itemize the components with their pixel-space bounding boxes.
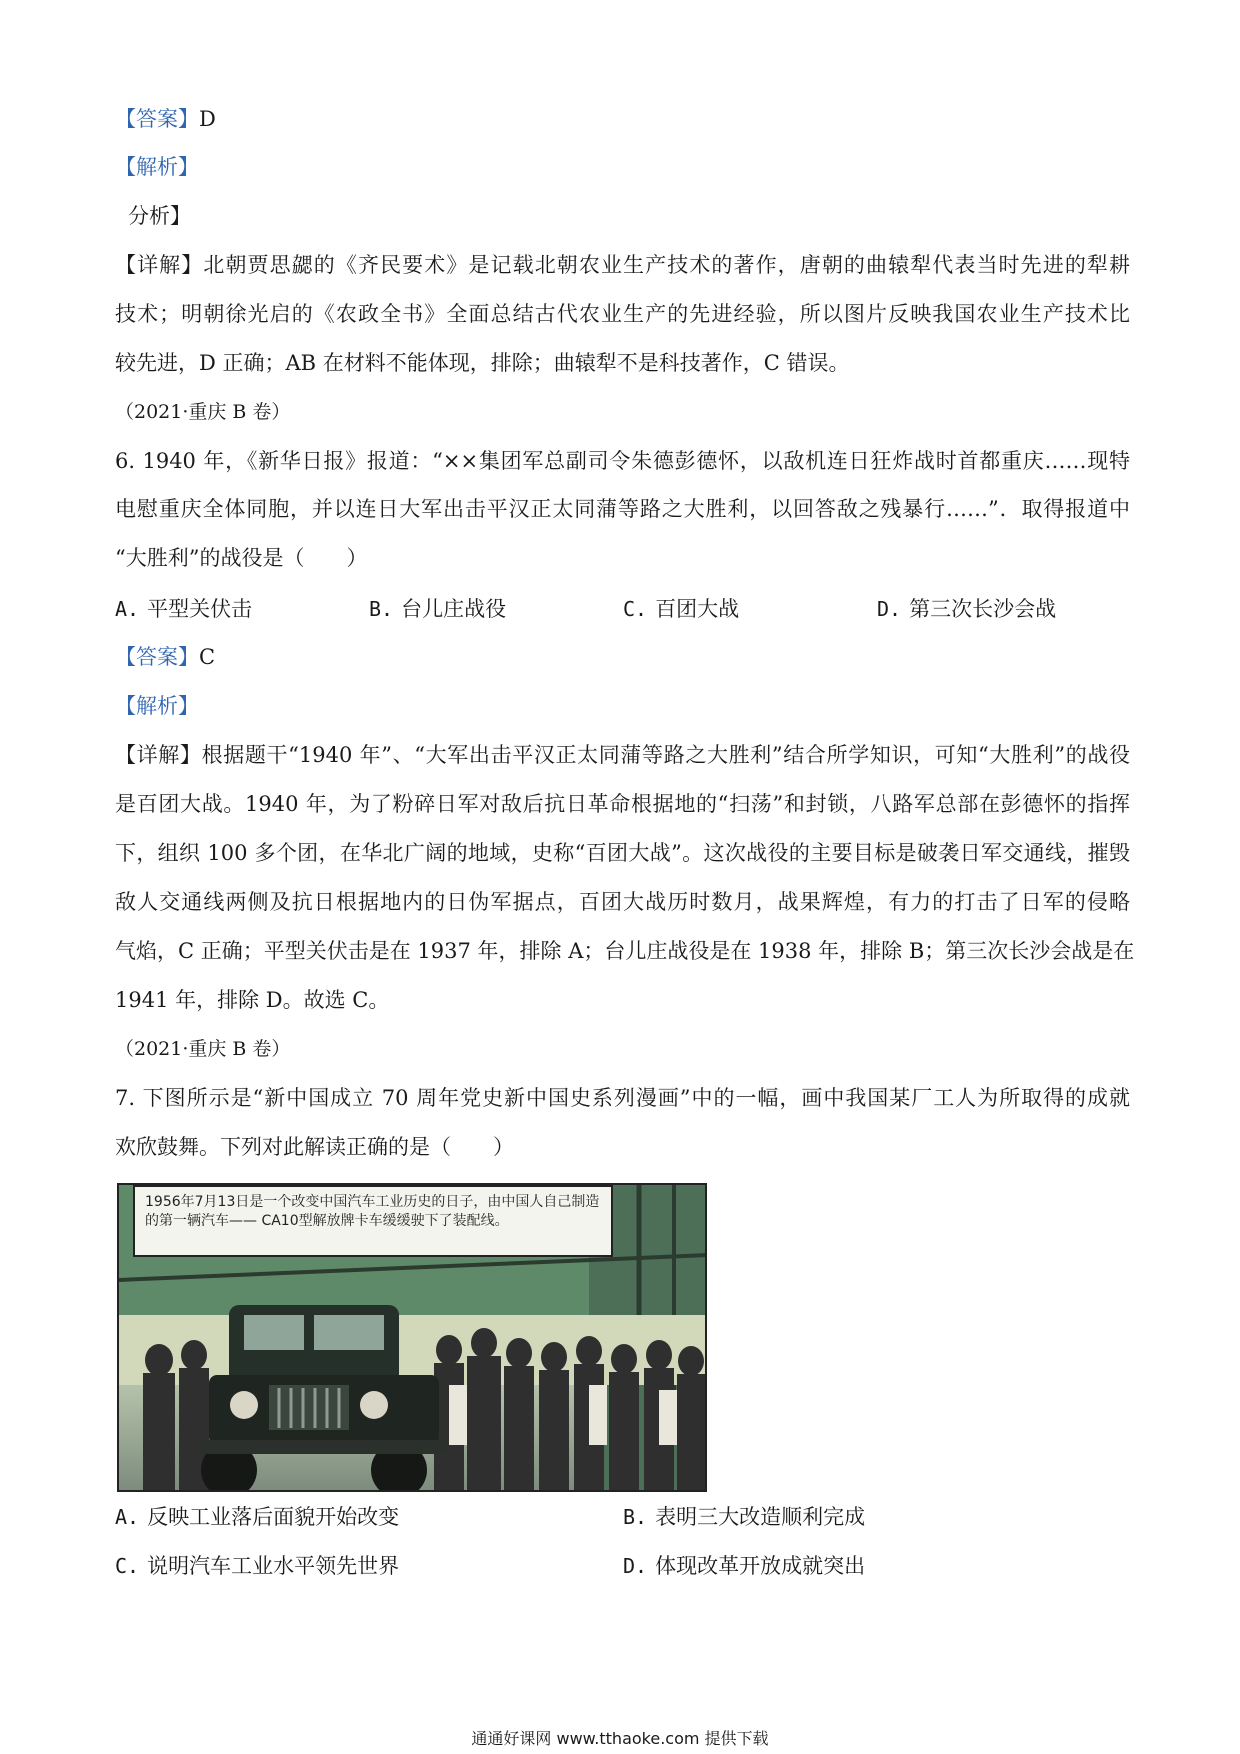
- q6-stem-line-2: 电慰重庆全体同胞，并以连日大军出击平汉正太同蒲等路之大胜利，以回答敌之残暴行……”．取得报道中: [115, 497, 1130, 521]
- option-letter: D.: [623, 1554, 648, 1578]
- q6-stem-line-1: 6. 1940 年，《新华日报》报道：“××集团军总副司令朱德彭德怀，以敌机连日狂炸战时首都重庆……现特: [115, 449, 1130, 473]
- option-text: 百团大战: [655, 597, 740, 621]
- q7-option-a[interactable]: [115, 1502, 399, 1532]
- option-letter: B.: [623, 1505, 648, 1529]
- q6-detail-line-2: 是百团大战。1940 年，为了粉碎日军对敌后抗日革命根据地的“扫荡”和封锁，八路军总部在彭德怀的指挥: [115, 792, 1130, 816]
- q5-answer-line: [115, 104, 1130, 134]
- q6-detail-line-6: 1941 年，排除 D。故选 C。: [115, 988, 390, 1012]
- q7-option-d[interactable]: [623, 1551, 865, 1581]
- option-letter: A.: [115, 597, 140, 621]
- comic-illustration: [117, 1183, 707, 1492]
- option-letter: C.: [115, 1554, 140, 1578]
- option-text: 反映工业落后面貌开始改变: [147, 1505, 400, 1529]
- detail-tag: 【详解】: [115, 253, 204, 277]
- q6-stem-line-3: “大胜利”的战役是（ ）: [115, 546, 368, 570]
- page-footer: 通通好课网 www.tthaoke.com 提供下载: [471, 1729, 769, 1748]
- q5-detail-line-3: 较先进，D 正确；AB 在材料不能体现，排除；曲辕犁不是科技著作，C 错误。: [115, 351, 850, 375]
- option-letter: B.: [369, 597, 394, 621]
- analysis-tag: 【解析】: [115, 155, 199, 179]
- option-text: 表明三大改造顺利完成: [655, 1505, 866, 1529]
- answer-tag: 【答案】: [115, 107, 199, 131]
- answer-value: C: [199, 645, 216, 669]
- answer-value: D: [199, 107, 216, 131]
- answer-tag: 【答案】: [115, 645, 199, 669]
- q7-stem-line-2: 欢欣鼓舞。下列对此解读正确的是（ ）: [115, 1135, 514, 1159]
- detail-text: 北朝贾思勰的《齐民要术》是记载北朝农业生产技术的著作，唐朝的曲辕犁代表当时先进的犁耕: [203, 253, 1130, 277]
- option-text: 台儿庄战役: [401, 597, 507, 621]
- comic-caption: 1956年7月13日是一个改变中国汽车工业历史的日子，由中国人自己制造的第一辆汽车—— CA10型解放牌卡车缓缓驶下了装配线。: [133, 1185, 613, 1257]
- q7-source: （2021·重庆 B 卷）: [115, 1038, 291, 1060]
- analysis-sub-text: 分析】: [128, 204, 191, 228]
- option-letter: A.: [115, 1505, 140, 1529]
- q6-option-b[interactable]: [369, 594, 506, 624]
- option-text: 体现改革开放成就突出: [655, 1554, 866, 1578]
- q5-analysis-tag-line: [115, 152, 1130, 182]
- option-letter: D.: [877, 597, 902, 621]
- option-text: 说明汽车工业水平领先世界: [147, 1554, 400, 1578]
- q6-detail-line-1: [115, 740, 1130, 770]
- detail-tag: 【详解】: [115, 743, 202, 767]
- q5-analysis-sub: [128, 201, 1143, 231]
- q7-option-b[interactable]: [623, 1502, 865, 1532]
- option-text: 平型关伏击: [147, 597, 253, 621]
- q6-analysis-tag-line: [115, 691, 1130, 721]
- detail-text: 根据题干“1940 年”、“大军出击平汉正太同蒲等路之大胜利”结合所学知识，可知“大胜利”的战役: [201, 743, 1130, 767]
- q6-detail-line-4: 敌人交通线两侧及抗日根据地内的日伪军据点，百团大战历时数月，战果辉煌，有力的打击了日军的侵略: [115, 890, 1130, 914]
- q6-detail-line-5: 气焰，C 正确；平型关伏击是在 1937 年，排除 A；台儿庄战役是在 1938 年，排除 B；第三次长沙会战是在: [115, 939, 1135, 963]
- q6-option-d[interactable]: [877, 594, 1056, 624]
- q6-option-a[interactable]: [115, 594, 252, 624]
- analysis-tag: 【解析】: [115, 694, 199, 718]
- q6-option-c[interactable]: [623, 594, 739, 624]
- q7-stem-line-1: 7. 下图所示是“新中国成立 70 周年党史新中国史系列漫画”中的一幅，画中我国某厂工人为所取得的成就: [115, 1086, 1130, 1110]
- q5-detail-line-1: [115, 250, 1130, 280]
- q7-option-c[interactable]: [115, 1551, 399, 1581]
- q6-source: （2021·重庆 B 卷）: [115, 401, 291, 423]
- q6-answer-line: [115, 642, 1130, 672]
- q6-detail-line-3: 下，组织 100 多个团，在华北广阔的地域，史称“百团大战”。这次战役的主要目标是破袭日军交通线，摧毁: [115, 841, 1130, 865]
- option-text: 第三次长沙会战: [909, 597, 1057, 621]
- q5-detail-line-2: 技术；明朝徐光启的《农政全书》全面总结古代农业生产的先进经验，所以图片反映我国农业生产技术比: [115, 302, 1130, 326]
- option-letter: C.: [623, 597, 648, 621]
